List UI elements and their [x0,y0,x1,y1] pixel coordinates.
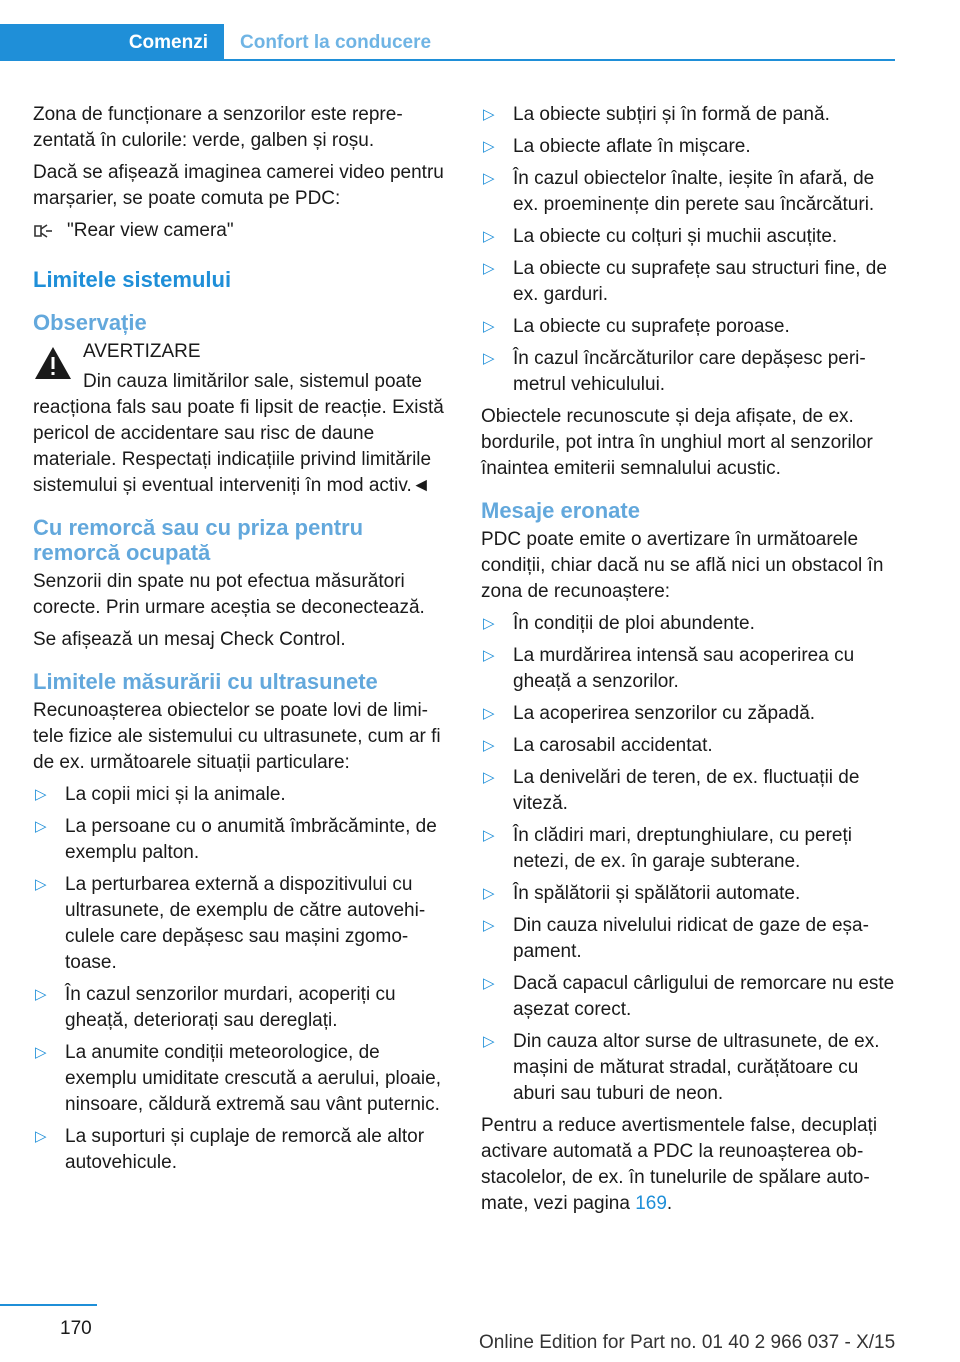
list-item-text: În spălătorii și spălătorii automate. [513,883,801,904]
paragraph-end: . [666,1193,673,1214]
list-item [33,1124,448,1176]
list-item [481,346,896,398]
warning-block [33,339,448,499]
list-item [481,823,896,875]
subheading-ultrasonic-limits: Limitele măsurării cu ultrasunete [33,669,378,694]
paragraph: Senzorii din spate nu pot efectua măsurători corecte. Prin urmare aceștia se deconectează. [33,571,425,618]
list-item-text: La murdărirea intensă sau acoperirea cu gheață a senzorilor. [513,645,855,692]
triangle-bullet-icon: ▷ [483,705,495,722]
footer-divider [0,1304,97,1306]
paragraph-text: Pentru a reduce avertismentele false, decuplați activare automată a PDC la reunoașterea obstacolelor, de ex. în tunelurile de spălare automate, vezi pagina [481,1115,878,1214]
bullet-list [481,102,896,398]
list-item [481,314,896,340]
page-number: 170 [60,1318,92,1339]
rear-view-camera-icon [33,222,53,240]
triangle-bullet-icon: ▷ [483,318,495,335]
list-item-text: La obiecte subțiri și în formă de pană. [513,104,830,125]
paragraph: Recunoașterea obiectelor se poate lovi de limitele fizice ale sistemului cu ultrasunete, cum ar fi de ex. următoarele situații particulare: [33,700,441,773]
section-tab-comenzi[interactable] [0,24,224,61]
triangle-bullet-icon: ▷ [483,350,495,367]
list-item [33,1040,448,1118]
warning-text: Din cauza limitărilor sale, sistemul poate reacționa fals sau poate fi lipsit de reacție. Există pericol de accidentare sau risc de daune materiale. Respectați indicațiile privind limitările sistemului și eventual interveniți în mod activ.◄ [33,371,444,496]
list-item-text: La persoane cu o anumită îmbrăcăminte, de exemplu palton. [65,816,437,863]
triangle-bullet-icon: ▷ [483,138,495,155]
list-item-text: La obiecte aflate în mișcare. [513,136,751,157]
menu-item-rear-view-camera [33,218,448,244]
triangle-bullet-icon: ▷ [35,1044,47,1061]
list-item [33,782,448,808]
triangle-bullet-icon: ▷ [35,876,47,893]
list-item [481,102,896,128]
page-reference-link[interactable]: 169 [635,1193,667,1214]
list-item-text: La acoperirea senzorilor cu zăpadă. [513,703,816,724]
paragraph: Zona de funcționare a senzorilor este reprezentată în culorile: verde, galben și roșu. [33,104,403,151]
paragraph: PDC poate emite o avertizare în următoarele condiții, chiar dacă nu se află nici un obstacol în zona de recunoaștere: [481,529,884,602]
triangle-bullet-icon: ▷ [35,1128,47,1145]
list-item [481,733,896,759]
triangle-bullet-icon: ▷ [483,647,495,664]
paragraph: Se afișează un mesaj Check Control. [33,629,346,650]
triangle-bullet-icon: ▷ [483,228,495,245]
list-item-text: În cazul senzorilor murdari, acoperiți cu gheață, deteriorați sau dereglați. [65,984,396,1031]
list-item [481,1029,896,1107]
warning-title: AVERTIZARE [83,341,201,362]
list-item-text: La obiecte cu suprafețe sau structuri fine, de ex. garduri. [513,258,887,305]
subheading-note: Observație [33,310,147,335]
bullet-list [33,782,448,1176]
right-column [481,102,896,1223]
list-item [481,881,896,907]
bullet-list [481,611,896,1107]
edition-footer: Online Edition for Part no. 01 40 2 966 037 - X/15 [479,1332,896,1353]
list-item-text: La copii mici și la animale. [65,784,286,805]
list-item [481,166,896,218]
triangle-bullet-icon: ▷ [483,769,495,786]
list-item-text: În condiții de ploi abundente. [513,613,755,634]
list-item [481,224,896,250]
list-item-text: Din cauza altor surse de ultrasunete, de ex. mașini de măturat stradal, curățătoare cu aburi sau tuburi de neon. [513,1031,880,1104]
triangle-bullet-icon: ▷ [483,975,495,992]
list-item [481,611,896,637]
list-item-text: La perturbarea externă a dispozitivului cu ultrasunete, de exemplu de către autovehiculele care depășesc sau mașini zgomotoase. [65,874,426,973]
triangle-bullet-icon: ▷ [35,818,47,835]
list-item-text: La obiecte cu suprafețe poroase. [513,316,790,337]
list-item-text: În cazul încărcăturilor care depășesc perimetrul vehiculului. [513,348,866,395]
triangle-bullet-icon: ▷ [483,1033,495,1050]
list-item-text: Dacă capacul cârligului de remorcare nu este așezat corect. [513,973,895,1020]
warning-triangle-icon [33,345,73,381]
list-item-text: La carosabil accidentat. [513,735,713,756]
paragraph: Dacă se afișează imaginea camerei video pentru marșarier, se poate comuta pe PDC: [33,162,444,209]
list-item-text: La denivelări de teren, de ex. fluctuații de viteză. [513,767,860,814]
section-tab-label: Confort la conducere [240,31,432,53]
list-item-text: La anumite condiții meteorologice, de exemplu umiditate crescută a aerului, ploaie, ninsoare, căldură extremă sau vânt puternic. [65,1042,441,1115]
list-item [481,765,896,817]
list-item-text: În clădiri mari, dreptunghiulare, cu pereți netezi, de ex. în garaje subterane. [513,825,853,872]
list-item [33,872,448,976]
paragraph: Obiectele recunoscute și deja afișate, de ex. bordurile, pot intra în unghiul mort al senzorilor înaintea emiterii semnalului acustic. [481,406,873,479]
triangle-bullet-icon: ▷ [483,106,495,123]
triangle-bullet-icon: ▷ [35,986,47,1003]
section-tab-confort[interactable] [224,24,431,61]
section-heading-system-limits: Limitele sistemului [33,267,232,292]
list-item [481,701,896,727]
triangle-bullet-icon: ▷ [483,885,495,902]
triangle-bullet-icon: ▷ [483,260,495,277]
page-header [0,24,895,62]
list-item [481,134,896,160]
list-item [481,971,896,1023]
triangle-bullet-icon: ▷ [483,615,495,632]
list-item [33,814,448,866]
left-column [33,102,448,1182]
subheading-trailer: Cu remorcă sau cu priza pentru remorcă ocupată [33,515,364,565]
triangle-bullet-icon: ▷ [35,786,47,803]
list-item-text: La suporturi și cuplaje de remorcă ale altor autovehicule. [65,1126,425,1173]
triangle-bullet-icon: ▷ [483,737,495,754]
section-tab-label: Comenzi [128,31,208,53]
list-item [481,913,896,965]
menu-item-label: "Rear view camera" [67,220,234,241]
triangle-bullet-icon: ▷ [483,917,495,934]
list-item [481,643,896,695]
subheading-false-warnings: Mesaje eronate [481,498,640,523]
list-item [481,256,896,308]
triangle-bullet-icon: ▷ [483,170,495,187]
list-item-text: Din cauza nivelului ridicat de gaze de eșapament. [513,915,869,962]
list-item-text: La obiecte cu colțuri și muchii ascuțite. [513,226,838,247]
triangle-bullet-icon: ▷ [483,827,495,844]
list-item-text: În cazul obiectelor înalte, ieșite în afară, de ex. proeminențe din perete sau încărcături. [513,168,875,215]
paragraph-final [481,1113,896,1217]
list-item [33,982,448,1034]
header-divider [224,59,895,61]
